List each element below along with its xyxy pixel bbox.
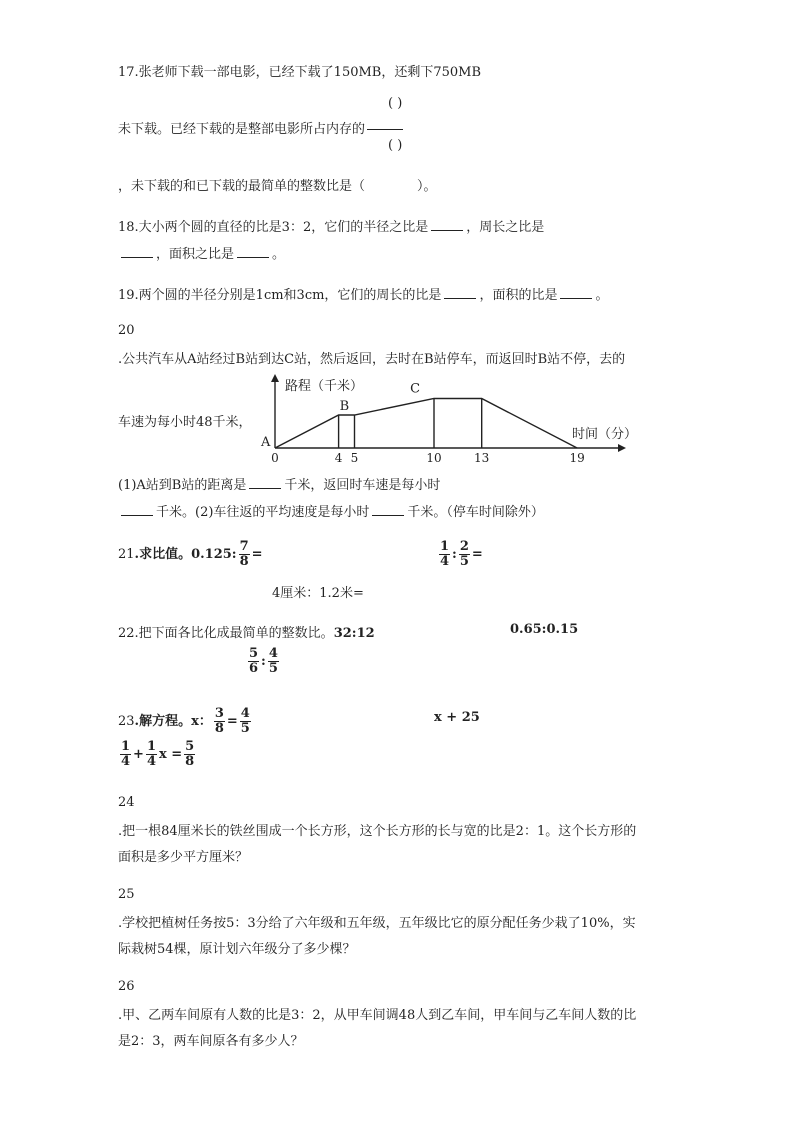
q17-line2: 未下载。已经下载的是整部电影所占内存的	[118, 118, 403, 137]
x-tick-label: 13	[474, 451, 490, 465]
q21-item2: $\frac{1}{4}$ : $\frac{2}{5}$ =	[440, 539, 483, 569]
x-tick-label: 10	[426, 451, 442, 465]
fraction: $\frac{3}{8}$	[214, 706, 224, 736]
fraction: $\frac{1}{4}$	[146, 739, 156, 769]
x-axis-title: 时间（分）	[572, 427, 638, 442]
q20-line4: 千米。(2)车往返的平均速度是每小时 千米。（停车时间除外）	[118, 501, 544, 520]
answer-blank[interactable]	[444, 286, 476, 299]
x-tick-label: 0	[271, 451, 279, 465]
answer-blank[interactable]	[237, 245, 269, 258]
fraction: $\frac{4}{5}$	[240, 706, 250, 736]
q17-paren-top: ( )	[388, 96, 403, 111]
point-label-B: B	[339, 399, 350, 414]
q26-line2: 是2：3，两车间原各有多少人？	[118, 1034, 304, 1049]
q22-item3: $\frac{5}{6}$ : $\frac{4}{5}$	[249, 646, 278, 676]
answer-blank[interactable]	[121, 503, 153, 516]
q20-number: 20	[118, 323, 135, 338]
q26-line1: .甲、乙两车间原有人数的比是3：2，从甲车间调48人到乙车间，甲车间与乙车间人数的比	[118, 1008, 637, 1023]
q20-line3: (1)A站到B站的距离是 千米，返回时车速是每小时	[118, 478, 441, 493]
fraction-bar	[367, 129, 403, 130]
fraction: $\frac{7}{8}$	[239, 539, 249, 569]
x-tick-label: 19	[569, 451, 585, 465]
fraction: $\frac{5}{6}$	[249, 646, 259, 676]
fraction: $\frac{2}{5}$	[459, 539, 469, 569]
q23-item1: 23.解方程。x： $\frac{3}{8}$ = $\frac{4}{5}$	[118, 706, 250, 736]
q18-line1: 18.大小两个圆的直径的比是3：2，它们的半径之比是 ，周长之比是	[118, 220, 545, 235]
fraction: $\frac{1}{4}$	[440, 539, 450, 569]
q20-line2: 车速为每小时48千米，	[118, 415, 252, 430]
point-label-A: A	[261, 435, 271, 450]
q23-item2: x + 25	[434, 710, 480, 725]
x-tick-label: 5	[350, 451, 359, 465]
fraction: $\frac{5}{8}$	[185, 739, 195, 769]
q22-item1: 22.把下面各比化成最简单的整数比。32:12	[118, 626, 375, 641]
q24-line2: 面积是多少平方厘米？	[118, 850, 249, 865]
q18-line2: ，面积之比是 。	[118, 243, 285, 262]
y-axis-title: 路程（千米）	[285, 379, 364, 394]
y-axis-arrow-icon	[271, 374, 279, 382]
q25-line2: 际栽树54棵，原计划六年级分了多少棵？	[118, 942, 356, 957]
q19-line: 19.两个圆的半径分别是1cm和3cm，它们的周长的比是 ，面积的比是 。	[118, 288, 609, 303]
q25-number: 25	[118, 887, 135, 902]
q17-line3: ，未下载的和已下载的最简单的整数比是（ ）。	[118, 179, 437, 194]
x-axis-arrow-icon	[618, 444, 626, 452]
q21-item3: 4厘米：1.2米=	[272, 586, 364, 601]
q23-item3: $\frac{1}{4}$ + $\frac{1}{4}$ x = $\frac{5}{8}$	[121, 739, 195, 769]
answer-blank[interactable]	[249, 476, 281, 489]
q17-paren-bottom: ( )	[388, 138, 403, 153]
q17-line1: 17.张老师下载一部电影，已经下载了150MB，还剩下750MB	[118, 65, 482, 80]
answer-blank[interactable]	[431, 218, 463, 231]
answer-blank[interactable]	[560, 286, 592, 299]
point-label-C: C	[410, 381, 421, 397]
fraction: $\frac{1}{4}$	[121, 739, 131, 769]
q26-number: 26	[118, 979, 135, 994]
answer-blank[interactable]	[121, 245, 153, 258]
q20-distance-time-chart	[250, 372, 650, 467]
q25-line1: .学校把植树任务按5：3分给了六年级和五年级，五年级比它的原分配任务少栽了10%，实	[118, 916, 636, 931]
q21-item1: 21.求比值。0.125: $\frac{7}{8}$ =	[118, 539, 263, 569]
answer-blank[interactable]	[372, 503, 404, 516]
q22-item2: 0.65:0.15	[510, 622, 579, 637]
q24-line1: .把一根84厘米长的铁丝围成一个长方形，这个长方形的长与宽的比是2：1。这个长方形的	[118, 824, 637, 839]
fraction: $\frac{4}{5}$	[268, 646, 278, 676]
q24-number: 24	[118, 795, 135, 810]
route-line	[275, 399, 577, 449]
x-tick-label: 4	[334, 451, 343, 465]
q20-line1: .公共汽车从A站经过B站到达C站，然后返回，去时在B站停车，而返回时B站不停，去的	[118, 352, 626, 367]
